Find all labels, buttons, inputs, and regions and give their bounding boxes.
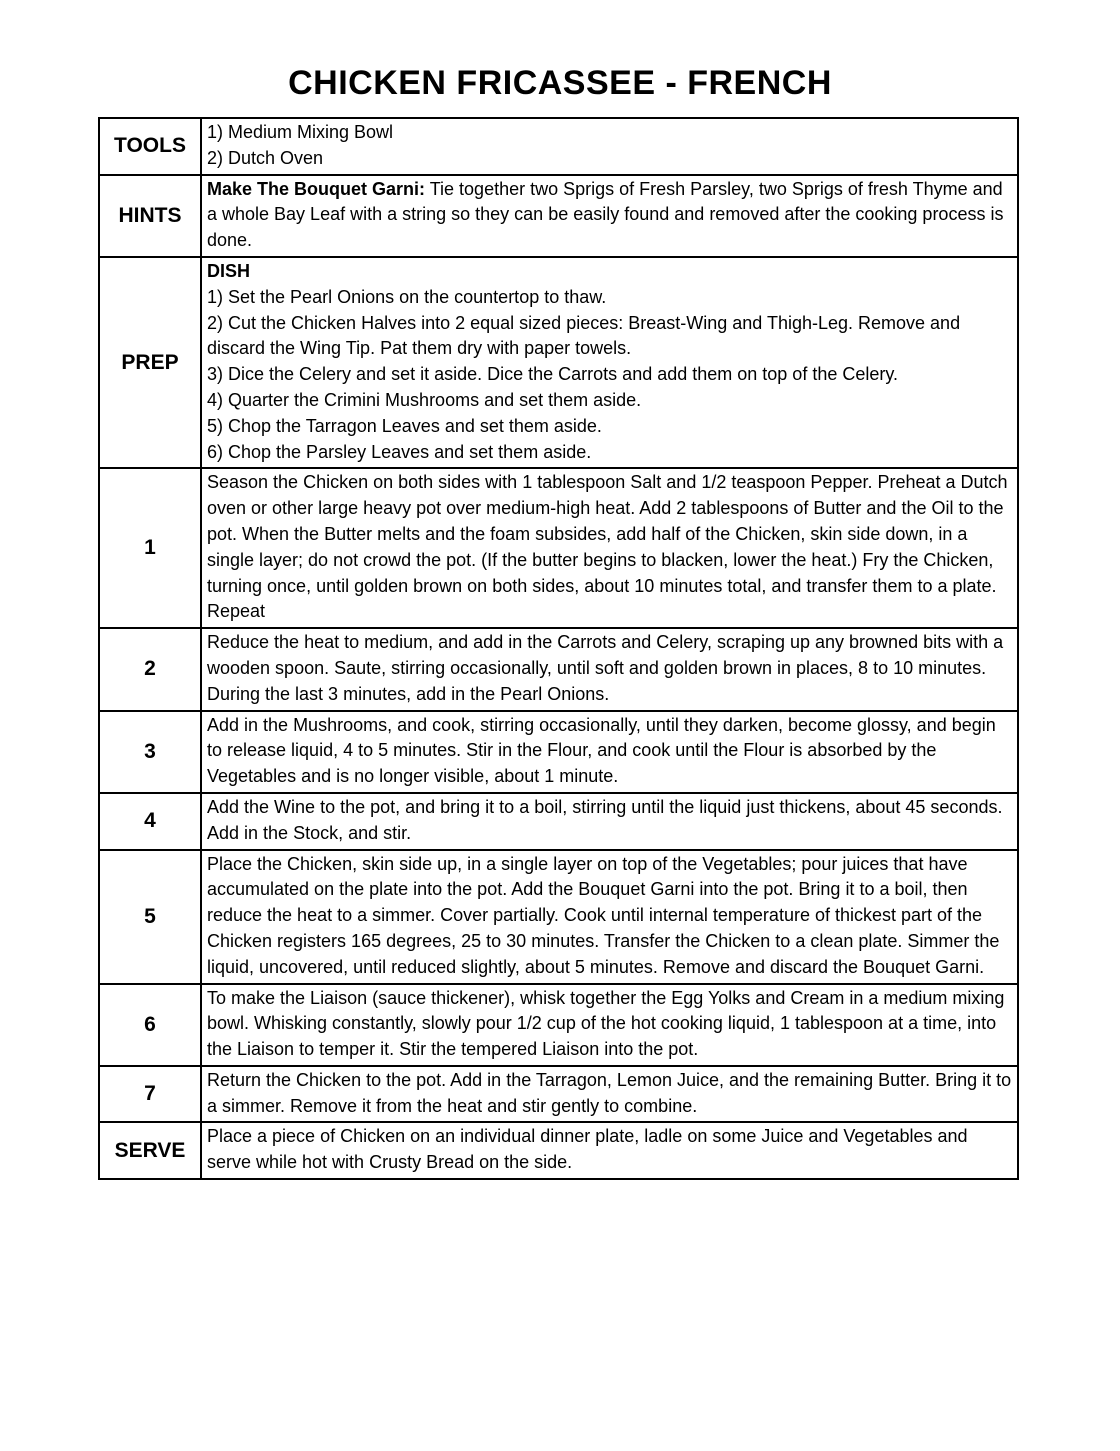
row-content bbox=[201, 257, 1018, 468]
body-text: Add in the Mushrooms, and cook, stirring occasionally, until they darken, become glossy, and begin to release liquid, 4 to 5 minutes. Stir in the Flour, and cook until the Flour is absorbed by the Vegetables and is no longer visible, about 1 minute. bbox=[207, 714, 996, 787]
table-row bbox=[99, 1122, 1018, 1179]
paragraph bbox=[207, 285, 1013, 311]
row-content bbox=[201, 850, 1018, 984]
paragraph bbox=[207, 713, 1013, 790]
row-label: TOOLS bbox=[99, 118, 201, 175]
body-text: To make the Liaison (sauce thickener), whisk together the Egg Yolks and Cream in a medium mixing bowl. Whisking constantly, slowly pour 1/2 cup of the hot cooking liquid, 1 tablespoon at a time, into the Liaison to temper it. Stir the tempered Liaison into the pot. bbox=[207, 987, 1005, 1060]
row-label: SERVE bbox=[99, 1122, 201, 1179]
body-text: Return the Chicken to the pot. Add in the Tarragon, Lemon Juice, and the remaining Butter. Bring it to a simmer. Remove it from the heat and stir gently to combine. bbox=[207, 1069, 1012, 1116]
row-label: 6 bbox=[99, 984, 201, 1066]
row-label: PREP bbox=[99, 257, 201, 468]
row-label: 2 bbox=[99, 628, 201, 710]
table-row bbox=[99, 118, 1018, 175]
row-content bbox=[201, 984, 1018, 1066]
table-row bbox=[99, 628, 1018, 710]
body-text: Tie together two Sprigs of Fresh Parsley, two Sprigs of fresh Thyme and a whole Bay Leaf with a string so they can be easily found and removed after the cooking process is done. bbox=[207, 178, 1004, 251]
paragraph bbox=[207, 630, 1013, 707]
body-text: 6) Chop the Parsley Leaves and set them aside. bbox=[207, 441, 592, 462]
table-row bbox=[99, 711, 1018, 793]
paragraph bbox=[207, 388, 1013, 414]
paragraph bbox=[207, 177, 1013, 254]
row-content bbox=[201, 628, 1018, 710]
body-text: 3) Dice the Celery and set it aside. Dice the Carrots and add them on top of the Celery. bbox=[207, 364, 899, 385]
table-row bbox=[99, 793, 1018, 850]
paragraph bbox=[207, 146, 1013, 172]
table-row bbox=[99, 850, 1018, 984]
paragraph bbox=[207, 259, 1013, 285]
paragraph bbox=[207, 470, 1013, 625]
table-row bbox=[99, 257, 1018, 468]
paragraph bbox=[207, 120, 1013, 146]
paragraph bbox=[207, 986, 1013, 1063]
body-text: 2) Dutch Oven bbox=[207, 147, 324, 168]
recipe-table bbox=[98, 117, 1019, 1180]
table-row bbox=[99, 175, 1018, 257]
body-text: 5) Chop the Tarragon Leaves and set them aside. bbox=[207, 415, 602, 436]
bold-text: Make The Bouquet Garni: bbox=[207, 178, 426, 199]
body-text: 1) Medium Mixing Bowl bbox=[207, 122, 394, 142]
body-text: Place a piece of Chicken on an individual dinner plate, ladle on some Juice and Vegetables and serve while hot with Crusty Bread on the side. bbox=[207, 1126, 968, 1173]
body-text: Add the Wine to the pot, and bring it to a boil, stirring until the liquid just thickens, about 45 seconds. Add in the Stock, and stir. bbox=[207, 796, 1003, 843]
paragraph bbox=[207, 440, 1013, 466]
row-content bbox=[201, 711, 1018, 793]
page-title: CHICKEN FRICASSEE - FRENCH bbox=[288, 64, 832, 102]
body-text: Season the Chicken on both sides with 1 tablespoon Salt and 1/2 teaspoon Pepper. Preheat a Dutch oven or other large heavy pot over medium-high heat. Add 2 tablespoons of Butter and the Oil to the pot. When the Butter melts and the foam subsides, add half of the Chicken, skin side down, in a single layer; do not crowd the pot. (If the butter begins to blacken, lower the heat.) Fry the Chicken, turning once, until golden brown on both sides, about 10 minutes total, and transfer them to a plate. Repeat bbox=[207, 472, 1008, 622]
body-text: 1) Set the Pearl Onions on the countertop to thaw. bbox=[207, 286, 607, 307]
paragraph bbox=[207, 1124, 1013, 1176]
row-label: 4 bbox=[99, 793, 201, 850]
row-label: 3 bbox=[99, 711, 201, 793]
row-content bbox=[201, 793, 1018, 850]
body-text: 4) Quarter the Crimini Mushrooms and set them aside. bbox=[207, 389, 642, 410]
body-text: Reduce the heat to medium, and add in the Carrots and Celery, scraping up any browned bits with a wooden spoon. Saute, stirring occasionally, until soft and golden brown in places, 8 to 10 minutes. During the last 3 minutes, add in the Pearl Onions. bbox=[207, 632, 1004, 704]
row-label: 1 bbox=[99, 468, 201, 628]
paragraph bbox=[207, 852, 1013, 981]
body-text: 2) Cut the Chicken Halves into 2 equal sized pieces: Breast-Wing and Thigh-Leg. Remove and discard the Wing Tip. Pat them dry with paper towels. bbox=[207, 312, 961, 359]
paragraph bbox=[207, 414, 1013, 440]
table-row bbox=[99, 984, 1018, 1066]
row-content bbox=[201, 1122, 1018, 1179]
row-content bbox=[201, 118, 1018, 175]
row-content bbox=[201, 1066, 1018, 1123]
paragraph bbox=[207, 362, 1013, 388]
body-text: Place the Chicken, skin side up, in a single layer on top of the Vegetables; pour juices that have accumulated on the plate into the pot. Add the Bouquet Garni into the pot. Bring it to a boil, then reduce the heat to a simmer. Cover partially. Cook until internal temperature of thickest part of the Chicken registers 165 degrees, 25 to 30 minutes. Transfer the Chicken to a clean plate. Simmer the liquid, uncovered, until reduced slightly, about 5 minutes. Remove and discard the Bouquet Garni. bbox=[207, 853, 1000, 977]
row-label: 5 bbox=[99, 850, 201, 984]
bold-text: DISH bbox=[207, 260, 251, 281]
paragraph bbox=[207, 1068, 1013, 1120]
table-row bbox=[99, 1066, 1018, 1123]
row-label: HINTS bbox=[99, 175, 201, 257]
row-content bbox=[201, 468, 1018, 628]
table-row bbox=[99, 468, 1018, 628]
recipe-table-body bbox=[99, 118, 1018, 1179]
row-content bbox=[201, 175, 1018, 257]
paragraph bbox=[207, 795, 1013, 847]
paragraph bbox=[207, 311, 1013, 363]
row-label: 7 bbox=[99, 1066, 201, 1123]
